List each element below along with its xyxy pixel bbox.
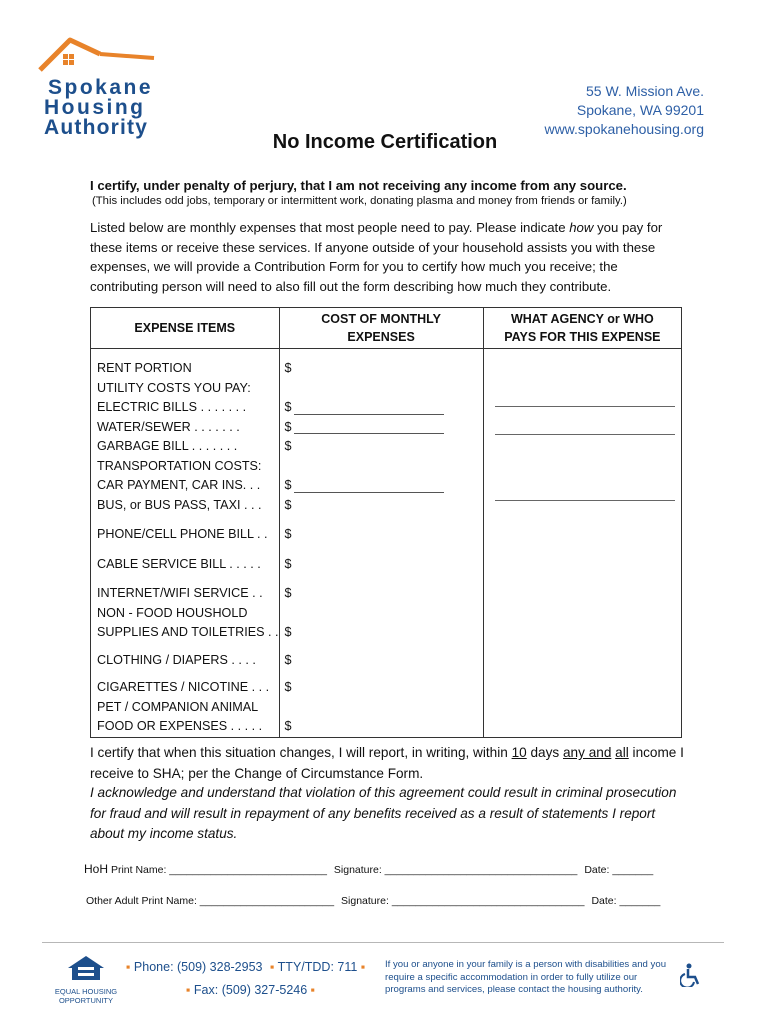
phone-number: Phone: (509) 328-2953	[133, 960, 263, 974]
footer-divider	[42, 942, 724, 943]
report-part1: I certify that when this situation changes, I will report, in writing, within	[90, 745, 512, 760]
cost-car-field[interactable]: $	[280, 476, 483, 496]
header-expense-items: EXPENSE ITEMS	[91, 308, 280, 349]
who-pays-cell	[483, 349, 681, 738]
item-utility-header: UTILITY COSTS YOU PAY:	[97, 380, 251, 395]
item-cable: CABLE SERVICE BILL . . . . .	[97, 556, 261, 571]
item-nonfood-1: NON - FOOD HOUSHOLD	[97, 605, 248, 620]
wheelchair-accessibility-icon	[680, 963, 702, 987]
intro-part1: Listed below are monthly expenses that most people need to pay. Please indicate	[90, 220, 570, 235]
page-title: No Income Certification	[272, 131, 498, 153]
acknowledge-paragraph: I acknowledge and understand that violation of this agreement could result in criminal prosecution for fraud and will result in repayment of any benefits received as a result of statements I report about my income status.	[90, 785, 677, 841]
hoh-date-field[interactable]: Date: _______	[584, 864, 654, 876]
cost-water-field[interactable]: $	[280, 418, 483, 438]
logo-line-1: Spokane	[48, 76, 154, 99]
certify-statement: I certify, under penalty of perjury, that I am not receiving any income from any source.	[90, 178, 627, 193]
item-car: CAR PAYMENT, CAR INS. . .	[97, 478, 261, 492]
adult-date-field[interactable]: Date: _______	[591, 895, 661, 907]
accommodation-note: If you or anyone in your family is a person with disabilities and you require a specific accommodation in order to fully utilize our programs and services, please contact the housing authority.	[385, 959, 667, 996]
table-row	[91, 349, 682, 738]
item-garbage: GARBAGE BILL . . . . . . .	[97, 439, 238, 453]
intro-part2: you pay for these items or receive these services. If anyone outside of your household assists you with these expenses, we will provide a Contribution Form for you to certify how much you receive; the contributing person will need to also fill out the form describing how much they contribute.	[90, 220, 663, 294]
hoh-signature-field[interactable]: Signature: _________________________________	[333, 864, 578, 876]
report-part3: income I receive to SHA; per the Change of Circumstance Form.	[90, 745, 684, 781]
report-all: all	[615, 745, 629, 760]
fax-number: Fax: (509) 327-5246	[193, 983, 308, 997]
cost-cable-field[interactable]: $	[284, 556, 292, 571]
item-phone: PHONE/CELL PHONE BILL . .	[97, 527, 268, 541]
website: www.spokanehousing.org	[544, 121, 704, 137]
eho-line-2: OPPORTUNITY	[58, 996, 114, 1005]
item-transport-header: TRANSPORTATION COSTS:	[97, 458, 262, 473]
who-pays-electric-field[interactable]	[484, 406, 681, 426]
item-bus: BUS, or BUS PASS, TAXI . . .	[97, 497, 262, 512]
who-pays-car-field[interactable]	[484, 500, 681, 520]
item-rent: RENT PORTION	[97, 361, 192, 375]
grid-bullet-icon: ▪	[310, 983, 316, 997]
grid-bullet-icon: ▪	[269, 960, 275, 974]
cost-clothing-field[interactable]: $	[284, 652, 292, 667]
header-who-pays: WHAT AGENCY or WHO PAYS FOR THIS EXPENSE	[483, 308, 681, 349]
footer-fax-line	[186, 983, 315, 997]
adult-signature-field[interactable]: Signature: _________________________________	[341, 895, 585, 907]
who-pays-rent-field[interactable]	[484, 359, 681, 379]
cost-pet-field[interactable]: $	[284, 719, 292, 733]
grid-bullet-icon: ▪	[186, 983, 191, 997]
adult-print-name-field[interactable]: Other Adult Print Name: _______________________	[86, 895, 335, 907]
intro-paragraph	[90, 218, 682, 296]
report-days: 10	[511, 745, 527, 760]
item-cigarettes: CIGARETTES / NICOTINE . . .	[97, 680, 270, 694]
adult-signature-line	[86, 895, 660, 907]
equal-housing-logo	[50, 954, 122, 1005]
cost-cigarettes-field[interactable]: $	[284, 680, 292, 694]
cost-internet-field[interactable]: $	[284, 586, 292, 600]
report-paragraph	[90, 742, 684, 784]
expense-items-cell	[91, 349, 280, 738]
address-city: Spokane, WA 99201	[576, 102, 704, 118]
hoh-print-name-field[interactable]: Print Name: ___________________________	[110, 864, 327, 876]
report-any-and: any and	[563, 745, 612, 760]
item-clothing: CLOTHING / DIAPERS . . . .	[97, 652, 256, 667]
item-water: WATER/SEWER . . . . . . .	[97, 419, 240, 434]
item-internet: INTERNET/WIFI SERVICE . .	[97, 586, 263, 600]
intro-emphasis: how	[569, 220, 594, 235]
hoh-label: HoH	[84, 862, 109, 876]
footer-phone-line	[126, 960, 365, 974]
who-pays-water-field[interactable]	[484, 434, 681, 454]
item-nonfood-2: SUPPLIES AND TOILETRIES . .	[97, 625, 279, 639]
house-roof-icon	[36, 34, 161, 76]
logo	[36, 34, 176, 139]
cost-phone-field[interactable]: $	[284, 527, 292, 541]
header-cost: COST OF MONTHLY EXPENSES	[279, 308, 483, 349]
equal-housing-icon	[66, 954, 106, 982]
cost-cell	[279, 349, 483, 738]
address-street: 55 W. Mission Ave.	[585, 83, 704, 99]
cost-garbage-field[interactable]: $	[284, 439, 292, 453]
logo-line-3: Authority	[44, 116, 149, 139]
eho-line-1: EQUAL HOUSING	[54, 987, 118, 996]
hoh-signature-line	[84, 862, 653, 876]
item-pet-1: PET / COMPANION ANIMAL	[97, 699, 259, 714]
tty-number: TTY/TDD: 711	[277, 960, 358, 974]
expense-table	[90, 307, 682, 738]
cost-nonfood-field[interactable]: $	[284, 625, 292, 639]
cost-rent-field[interactable]: $	[284, 361, 292, 375]
certify-note: (This includes odd jobs, temporary or intermittent work, donating plasma and money from friends or family.)	[92, 195, 627, 207]
item-electric: ELECTRIC BILLS . . . . . . .	[97, 400, 247, 414]
cost-electric-field[interactable]: $	[280, 398, 483, 418]
logo-line-2: Housing	[44, 96, 146, 119]
grid-bullet-icon: ▪	[126, 960, 131, 974]
item-pet-2: FOOD OR EXPENSES . . . . .	[97, 719, 263, 733]
cost-bus-field[interactable]: $	[284, 497, 292, 512]
table-header-row	[91, 308, 682, 349]
report-part2: days	[526, 745, 563, 760]
grid-bullet-icon: ▪	[360, 960, 366, 974]
